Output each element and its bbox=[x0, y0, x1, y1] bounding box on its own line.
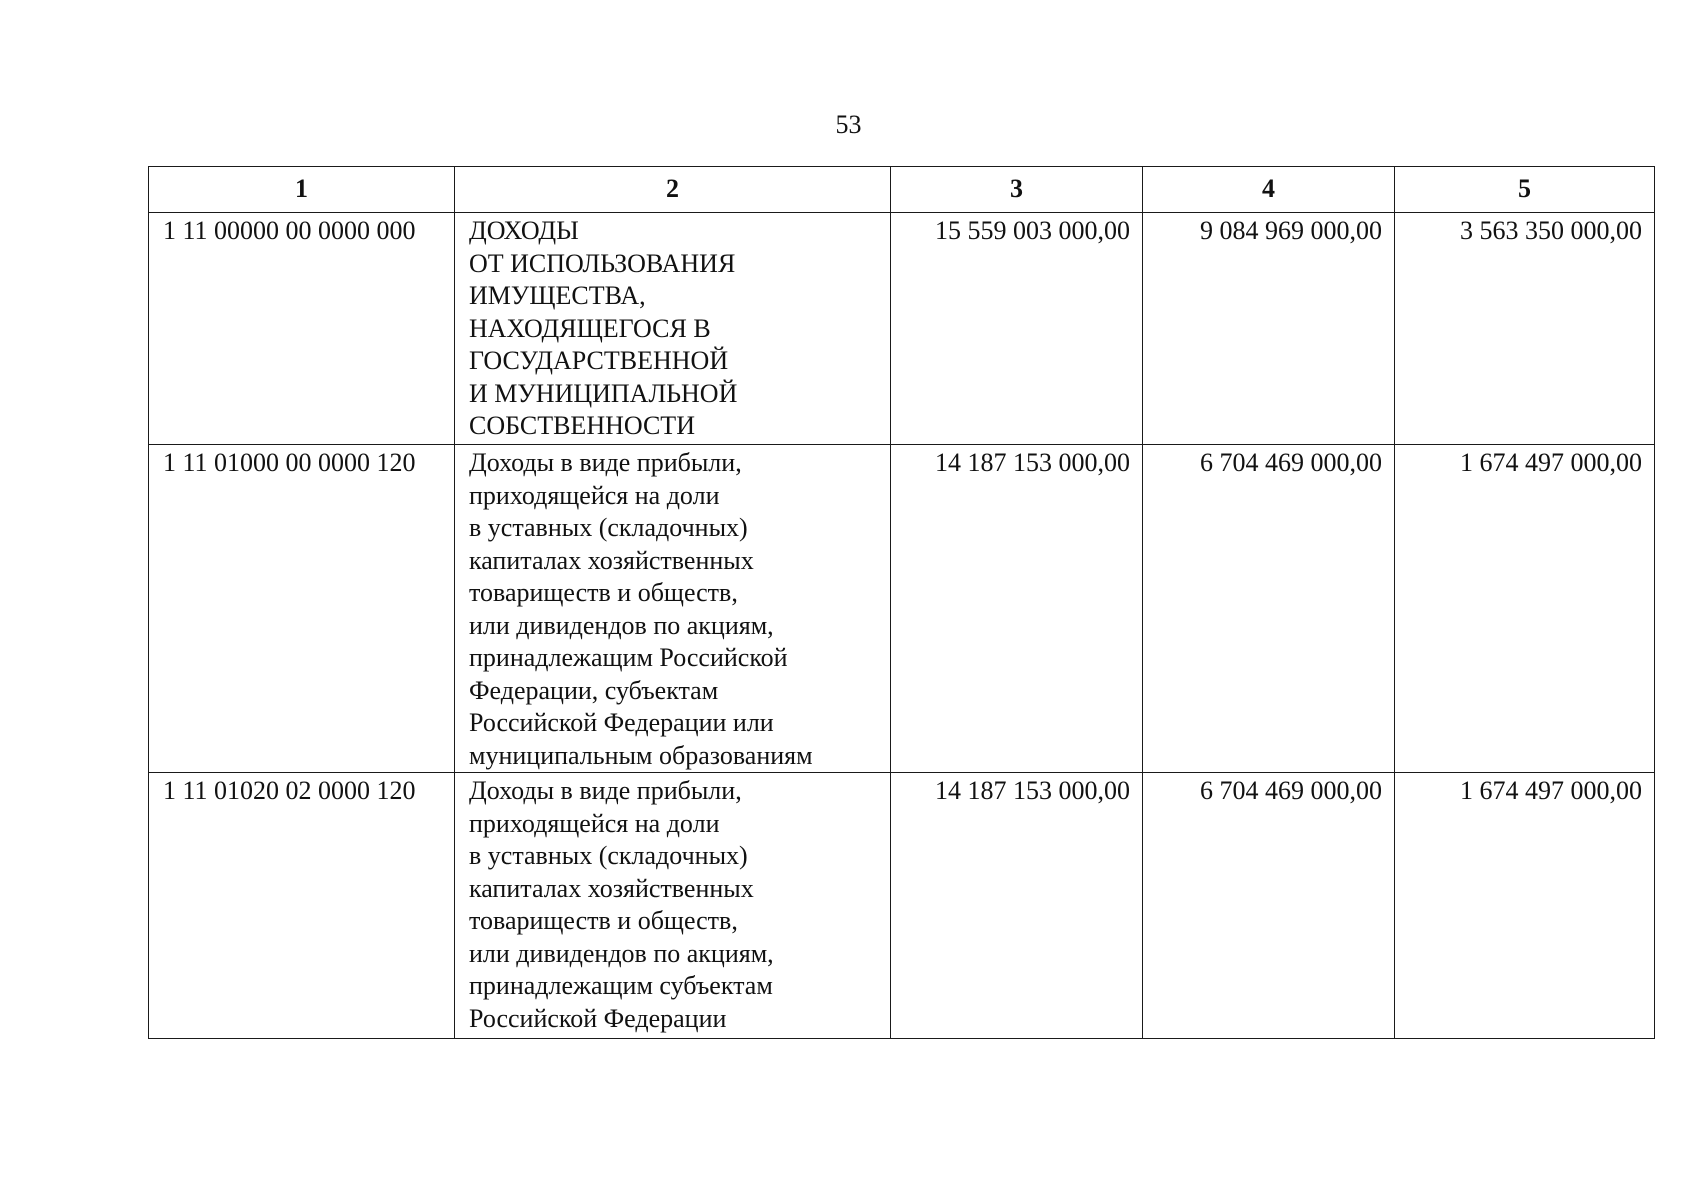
table-row bbox=[149, 773, 1655, 1039]
column-header-1: 1 bbox=[149, 167, 455, 213]
revenue-name-line: Доходы в виде прибыли, bbox=[469, 776, 742, 805]
amount-col4-cell: 9 084 969 000,00 bbox=[1143, 213, 1395, 445]
revenue-name-line: Российской Федерации или bbox=[469, 708, 774, 737]
revenue-name-line: Доходы в виде прибыли, bbox=[469, 448, 742, 477]
revenue-name-line: принадлежащим субъектам bbox=[469, 971, 773, 1000]
column-header-5: 5 bbox=[1395, 167, 1655, 213]
revenue-name-cell bbox=[455, 773, 891, 1039]
revenue-name-line: СОБСТВЕННОСТИ bbox=[469, 411, 695, 440]
revenue-name-line: Российской Федерации bbox=[469, 1003, 727, 1033]
revenue-name-line: НАХОДЯЩЕГОСЯ В bbox=[469, 313, 711, 343]
revenue-name-cell bbox=[455, 213, 891, 445]
table-row bbox=[149, 445, 1655, 773]
revenue-name-line: Федерации, субъектам bbox=[469, 675, 719, 705]
revenue-name-line: или дивидендов по акциям, bbox=[469, 938, 774, 968]
revenue-name-line: И МУНИЦИПАЛЬНОЙ bbox=[469, 378, 738, 408]
revenue-name-line: капиталах хозяйственных bbox=[469, 873, 754, 903]
table-header-row bbox=[149, 167, 1655, 213]
column-header-4: 4 bbox=[1143, 167, 1395, 213]
revenue-code-cell: 1 11 00000 00 0000 000 bbox=[149, 213, 455, 445]
amount-col3-cell: 14 187 153 000,00 bbox=[891, 773, 1143, 1039]
revenue-name-cell bbox=[455, 445, 891, 773]
revenue-name-line: в уставных (складочных) bbox=[469, 513, 748, 542]
revenue-name-line: в уставных (складочных) bbox=[469, 841, 748, 870]
revenue-name-line: приходящейся на доли bbox=[469, 480, 720, 510]
revenue-name-line: или дивидендов по акциям, bbox=[469, 610, 774, 640]
revenue-name-line: приходящейся на доли bbox=[469, 808, 720, 838]
amount-col5-cell: 1 674 497 000,00 bbox=[1395, 445, 1655, 773]
amount-col4-cell: 6 704 469 000,00 bbox=[1143, 445, 1395, 773]
revenue-name-line: ИМУЩЕСТВА, bbox=[469, 281, 646, 310]
revenue-name-line: ОТ ИСПОЛЬЗОВАНИЯ bbox=[469, 248, 736, 278]
amount-col5-cell: 1 674 497 000,00 bbox=[1395, 773, 1655, 1039]
revenue-name-line: ГОСУДАРСТВЕННОЙ bbox=[469, 346, 729, 375]
amount-col4-cell: 6 704 469 000,00 bbox=[1143, 773, 1395, 1039]
revenue-code-cell: 1 11 01000 00 0000 120 bbox=[149, 445, 455, 773]
table-row bbox=[149, 213, 1655, 445]
amount-col3-cell: 14 187 153 000,00 bbox=[891, 445, 1143, 773]
revenue-name-line: ДОХОДЫ bbox=[469, 216, 579, 245]
amount-col5-cell: 3 563 350 000,00 bbox=[1395, 213, 1655, 445]
amount-col3-cell: 15 559 003 000,00 bbox=[891, 213, 1143, 445]
revenue-name-line: капиталах хозяйственных bbox=[469, 545, 754, 575]
revenue-name-line: принадлежащим Российской bbox=[469, 643, 788, 672]
revenue-name-line: товариществ и обществ, bbox=[469, 906, 738, 935]
revenue-name-line: муниципальным образованиям bbox=[469, 740, 813, 770]
page-number: 53 bbox=[835, 110, 862, 139]
revenue-name-line: товариществ и обществ, bbox=[469, 578, 738, 607]
column-header-2: 2 bbox=[455, 167, 891, 213]
column-header-3: 3 bbox=[891, 167, 1143, 213]
revenue-code-cell: 1 11 01020 02 0000 120 bbox=[149, 773, 455, 1039]
budget-revenue-table bbox=[148, 166, 1655, 1039]
